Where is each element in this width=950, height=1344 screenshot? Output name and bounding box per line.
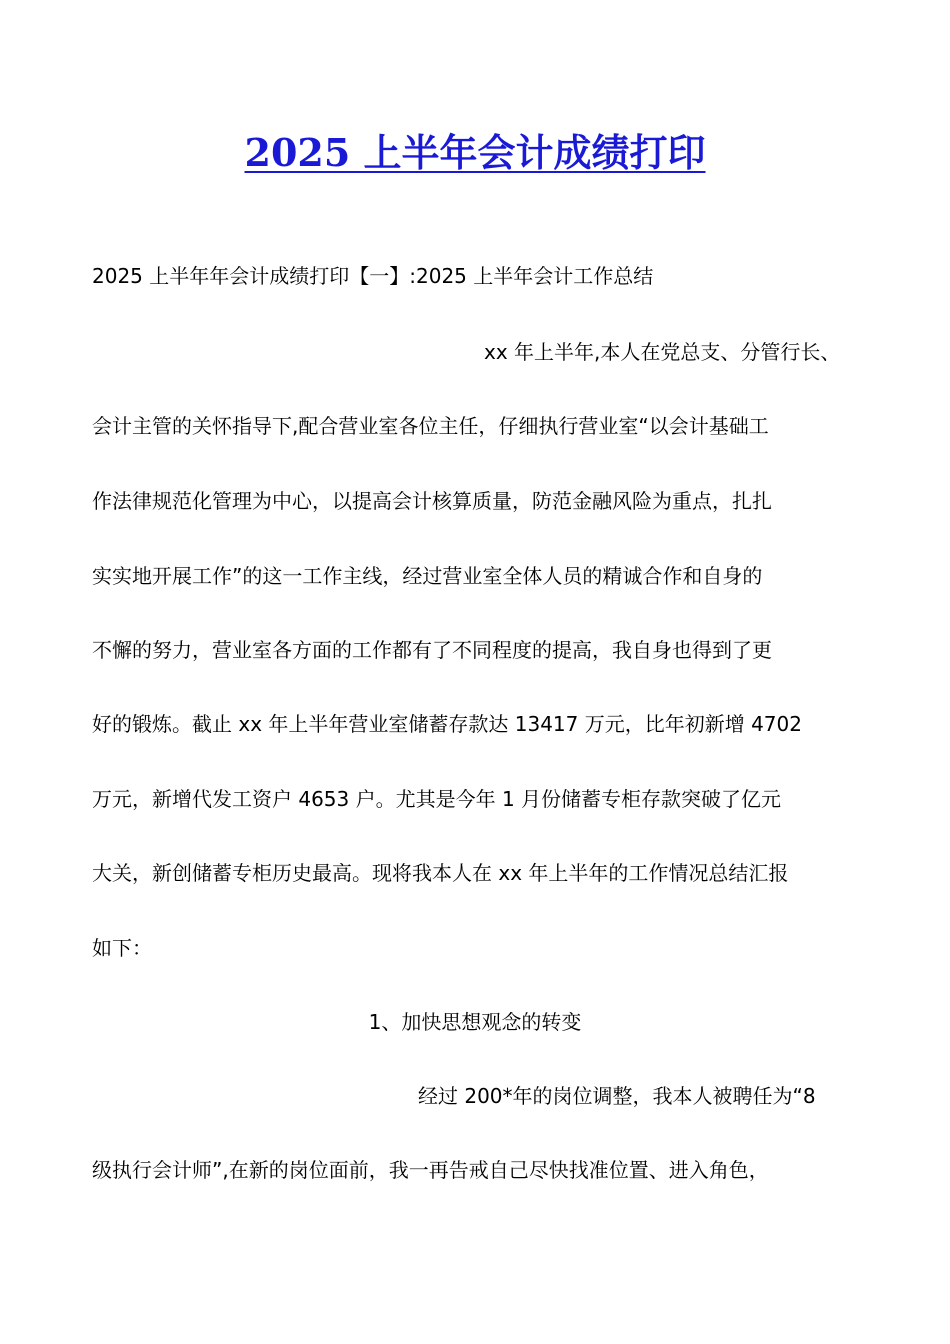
paragraph-line: 级执行会计师”,在新的岗位面前，我一再告戒自己尽快找准位置、进入角色， [92,1158,769,1182]
section-heading: 2025 上半年年会计成绩打印【一】:2025 上半年会计工作总结 [92,264,654,288]
paragraph-line: 会计主管的关怀指导下,配合营业室各位主任，仔细执行营业室“以会计基础工 [92,414,769,438]
paragraph-line: 实实地开展工作”的这一工作主线，经过营业室全体人员的精诚合作和自身的 [92,564,763,588]
document-title [0,128,950,178]
subheading: 1、加快思想观念的转变 [368,1010,582,1034]
paragraph-line: 万元，新增代发工资户 4653 户。尤其是今年 1 月份储蓄专柜存款突破了亿元 [92,787,782,811]
paragraph-line: 如下： [92,936,152,960]
paragraph-line: xx 年上半年,本人在党总支、分管行长、 [484,340,841,364]
paragraph-line: 不懈的努力，营业室各方面的工作都有了不同程度的提高，我自身也得到了更 [92,638,772,662]
paragraph-line: 作法律规范化管理为中心，以提高会计核算质量，防范金融风险为重点，扎扎 [92,489,772,513]
paragraph-line: 经过 200*年的岗位调整，我本人被聘任为“8 [418,1084,816,1108]
paragraph-line: 好的锻炼。截止 xx 年上半年营业室储蓄存款达 13417 万元，比年初新增 4702 [92,712,802,736]
paragraph-line: 大关，新创储蓄专柜历史最高。现将我本人在 xx 年上半年的工作情况总结汇报 [92,861,789,885]
document-title-text: 2025 上半年会计成绩打印 [244,130,706,175]
